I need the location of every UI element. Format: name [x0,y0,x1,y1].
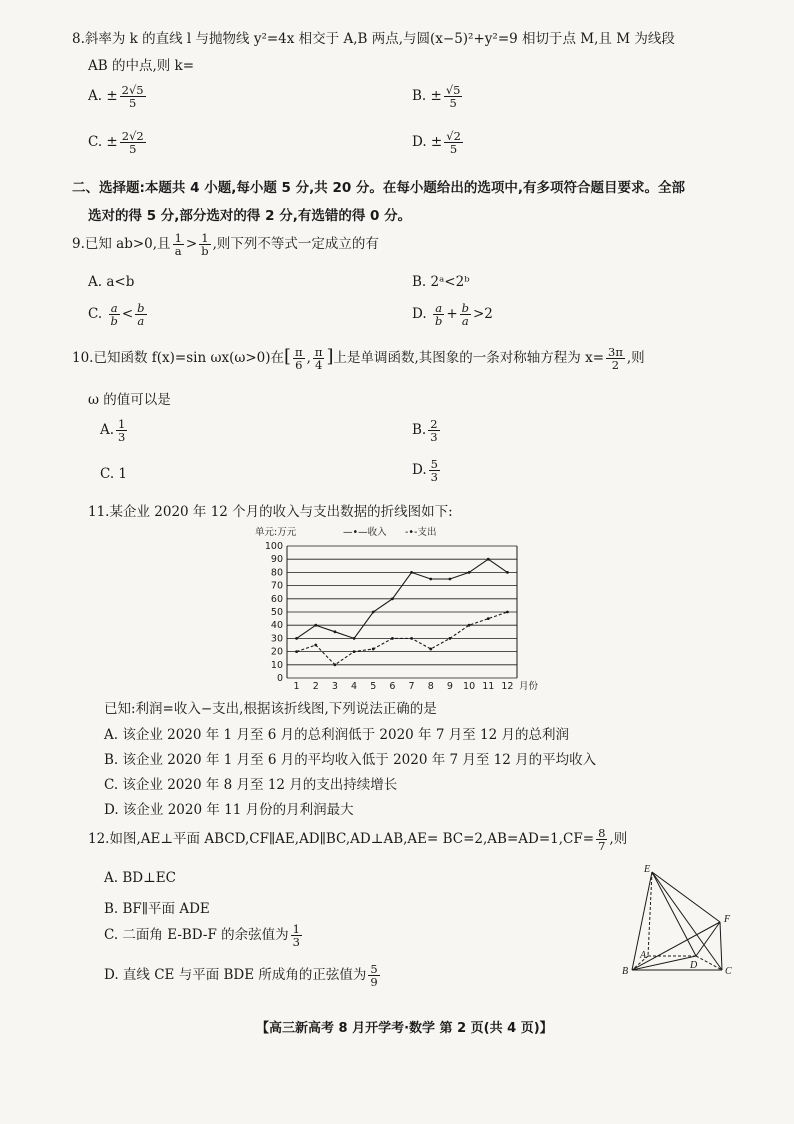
chart-point-expense [429,648,432,651]
q9-option-d: D. $\frac{a}{b}$ + $\frac{b}{a}$ >2 [412,301,493,329]
page-footer: 【高三新高考 8 月开学考·数学 第 2 页(共 4 页)】 [256,1021,553,1036]
chart-point-income [295,637,298,640]
q9-option-a: A. a<b [88,274,135,290]
chart-point-income [506,571,509,574]
chart-y-tick-label: 100 [264,541,283,552]
q8-option-b: B. ± $\frac{√5}{5}$ [412,83,461,111]
chart-y-tick-label: 20 [270,646,283,658]
chart-point-income [353,637,356,640]
q10-option-d: D. $\frac{5}{3}$ [412,457,438,485]
figure-label-f: F [724,914,731,925]
section2-heading-line1: 二、选择题:本题共 4 小题,每小题 5 分,共 20 分。在每小题给出的选项中,有多项符合题目要求。全部 [72,180,686,196]
q11-option-b: B. 该企业 2020 年 1 月至 6 月的平均收入低于 2020 年 7 月至 12 月的平均收入 [104,752,597,768]
chart-x-axis-label: 月份 [519,681,539,692]
q10-option-c: C. 1 [100,466,128,482]
chart-x-tick-label: 10 [463,681,476,692]
q10-stem-line1: 10.已知函数 f(x)=sin ωx(ω>0)在[ $\frac{\pi}{6}$ , $\frac{\pi}{4}$ ]上是单调函数,其图象的一条对称轴方程为 x= $\frac{3\pi}{2}$ ,则 [72,345,645,373]
chart-point-expense [449,637,452,640]
chart-y-tick-label: 60 [270,593,283,605]
q12-stem: 12.如图,AE⊥平面 ABCD,CF∥AE,AD∥BC,AD⊥AB,AE= BC=2,AB=AD=1,CF= $\frac{8}{7}$ ,则 [88,826,628,854]
chart-point-income [468,571,471,574]
chart-point-income [334,630,337,633]
chart-y-tick-label: 10 [270,659,283,671]
chart-point-income [372,611,375,614]
chart-point-expense [410,637,413,640]
chart-legend-expense: -•-支出 [405,527,437,538]
income-expense-line-chart [255,524,555,694]
figure-label-b: B [622,966,629,977]
q9-option-c: C. $\frac{a}{b}$ < $\frac{b}{a}$ [88,301,145,329]
q11-stem: 11.某企业 2020 年 12 个月的收入与支出数据的折线图如下: [88,504,453,520]
chart-point-expense [334,663,337,666]
chart-point-expense [506,611,509,614]
chart-y-tick-label: 70 [270,580,283,592]
q8-option-d: D. ± $\frac{√2}{5}$ [412,129,461,157]
q8-stem-line1: 8.斜率为 k 的直线 l 与抛物线 y²=4x 相交于 A,B 两点,与圆(x−5)²+y²=9 相切于点 M,且 M 为线段 [72,31,675,47]
chart-x-tick-label: 4 [351,681,358,692]
figure-label-d: D [690,960,698,971]
chart-x-tick-label: 2 [312,681,319,692]
q12-solid-figure [618,860,738,980]
chart-x-tick-label: 8 [427,681,434,692]
q11-option-d: D. 该企业 2020 年 11 月份的月利润最大 [104,802,354,818]
chart-point-expense [295,650,298,653]
figure-label-a: A [640,950,647,961]
chart-point-expense [391,637,394,640]
chart-x-tick-label: 5 [370,681,377,692]
q12-option-a: A. BD⊥EC [104,870,176,886]
chart-point-expense [353,650,356,653]
chart-x-tick-label: 11 [482,681,495,692]
chart-y-tick-label: 90 [270,554,283,566]
chart-point-expense [372,648,375,651]
chart-point-expense [487,617,490,620]
q9-option-b: B. 2ᵃ<2ᵇ [412,274,470,290]
chart-point-expense [314,644,317,647]
q12-option-b: B. BF∥平面 ADE [104,901,210,917]
chart-y-tick-label: 0 [276,673,283,684]
q11-option-c: C. 该企业 2020 年 8 月至 12 月的支出持续增长 [104,777,398,793]
chart-unit-label: 单元:万元 [255,527,297,538]
q10-stem-line2: ω 的值可以是 [88,392,171,408]
section2-heading-line2: 选对的得 5 分,部分选对的得 2 分,有选错的得 0 分。 [88,208,412,224]
chart-y-tick-label: 40 [270,620,283,632]
q9-stem: 9.已知 ab>0,且 $\frac{1}{a}$ > $\frac{1}{b}$ ,则下列不等式一定成立的有 [72,231,379,259]
chart-x-tick-label: 12 [501,681,514,692]
figure-label-e: E [644,864,651,875]
q10-option-a: A. $\frac{1}{3}$ [100,417,126,445]
q12-option-d: D. 直线 CE 与平面 BDE 所成角的正弦值为 $\frac{5}{9}$ [104,962,378,990]
chart-x-tick-label: 1 [293,681,300,692]
figure-label-c: C [725,966,732,977]
q10-option-b: B. $\frac{2}{3}$ [412,417,438,445]
q8-option-a: A. ± $\frac{2√5}{5}$ [88,83,144,111]
chart-point-income [410,571,413,574]
chart-y-tick-label: 80 [270,567,283,579]
q11-known: 已知:利润=收入−支出,根据该折线图,下列说法正确的是 [104,701,437,717]
chart-x-tick-label: 3 [331,681,338,692]
q8-stem-line2: AB 的中点,则 k= [88,58,195,74]
q11-option-a: A. 该企业 2020 年 1 月至 6 月的总利润低于 2020 年 7 月至 12 月的总利润 [104,727,569,743]
chart-point-income [391,597,394,600]
chart-y-tick-label: 30 [270,633,283,645]
chart-x-tick-label: 6 [389,681,396,692]
chart-x-tick-label: 7 [408,681,415,692]
chart-x-tick-label: 9 [446,681,453,692]
chart-point-income [487,558,490,561]
q8-option-c: C. ± $\frac{2√2}{5}$ [88,129,144,157]
chart-point-income [429,578,432,581]
chart-point-expense [468,624,471,627]
q12-option-c: C. 二面角 E-BD-F 的余弦值为 $\frac{1}{3}$ [104,922,300,950]
chart-point-income [314,624,317,627]
chart-y-tick-label: 50 [270,607,283,618]
chart-point-income [449,578,452,581]
chart-legend-income: —•—收入 [343,527,387,538]
